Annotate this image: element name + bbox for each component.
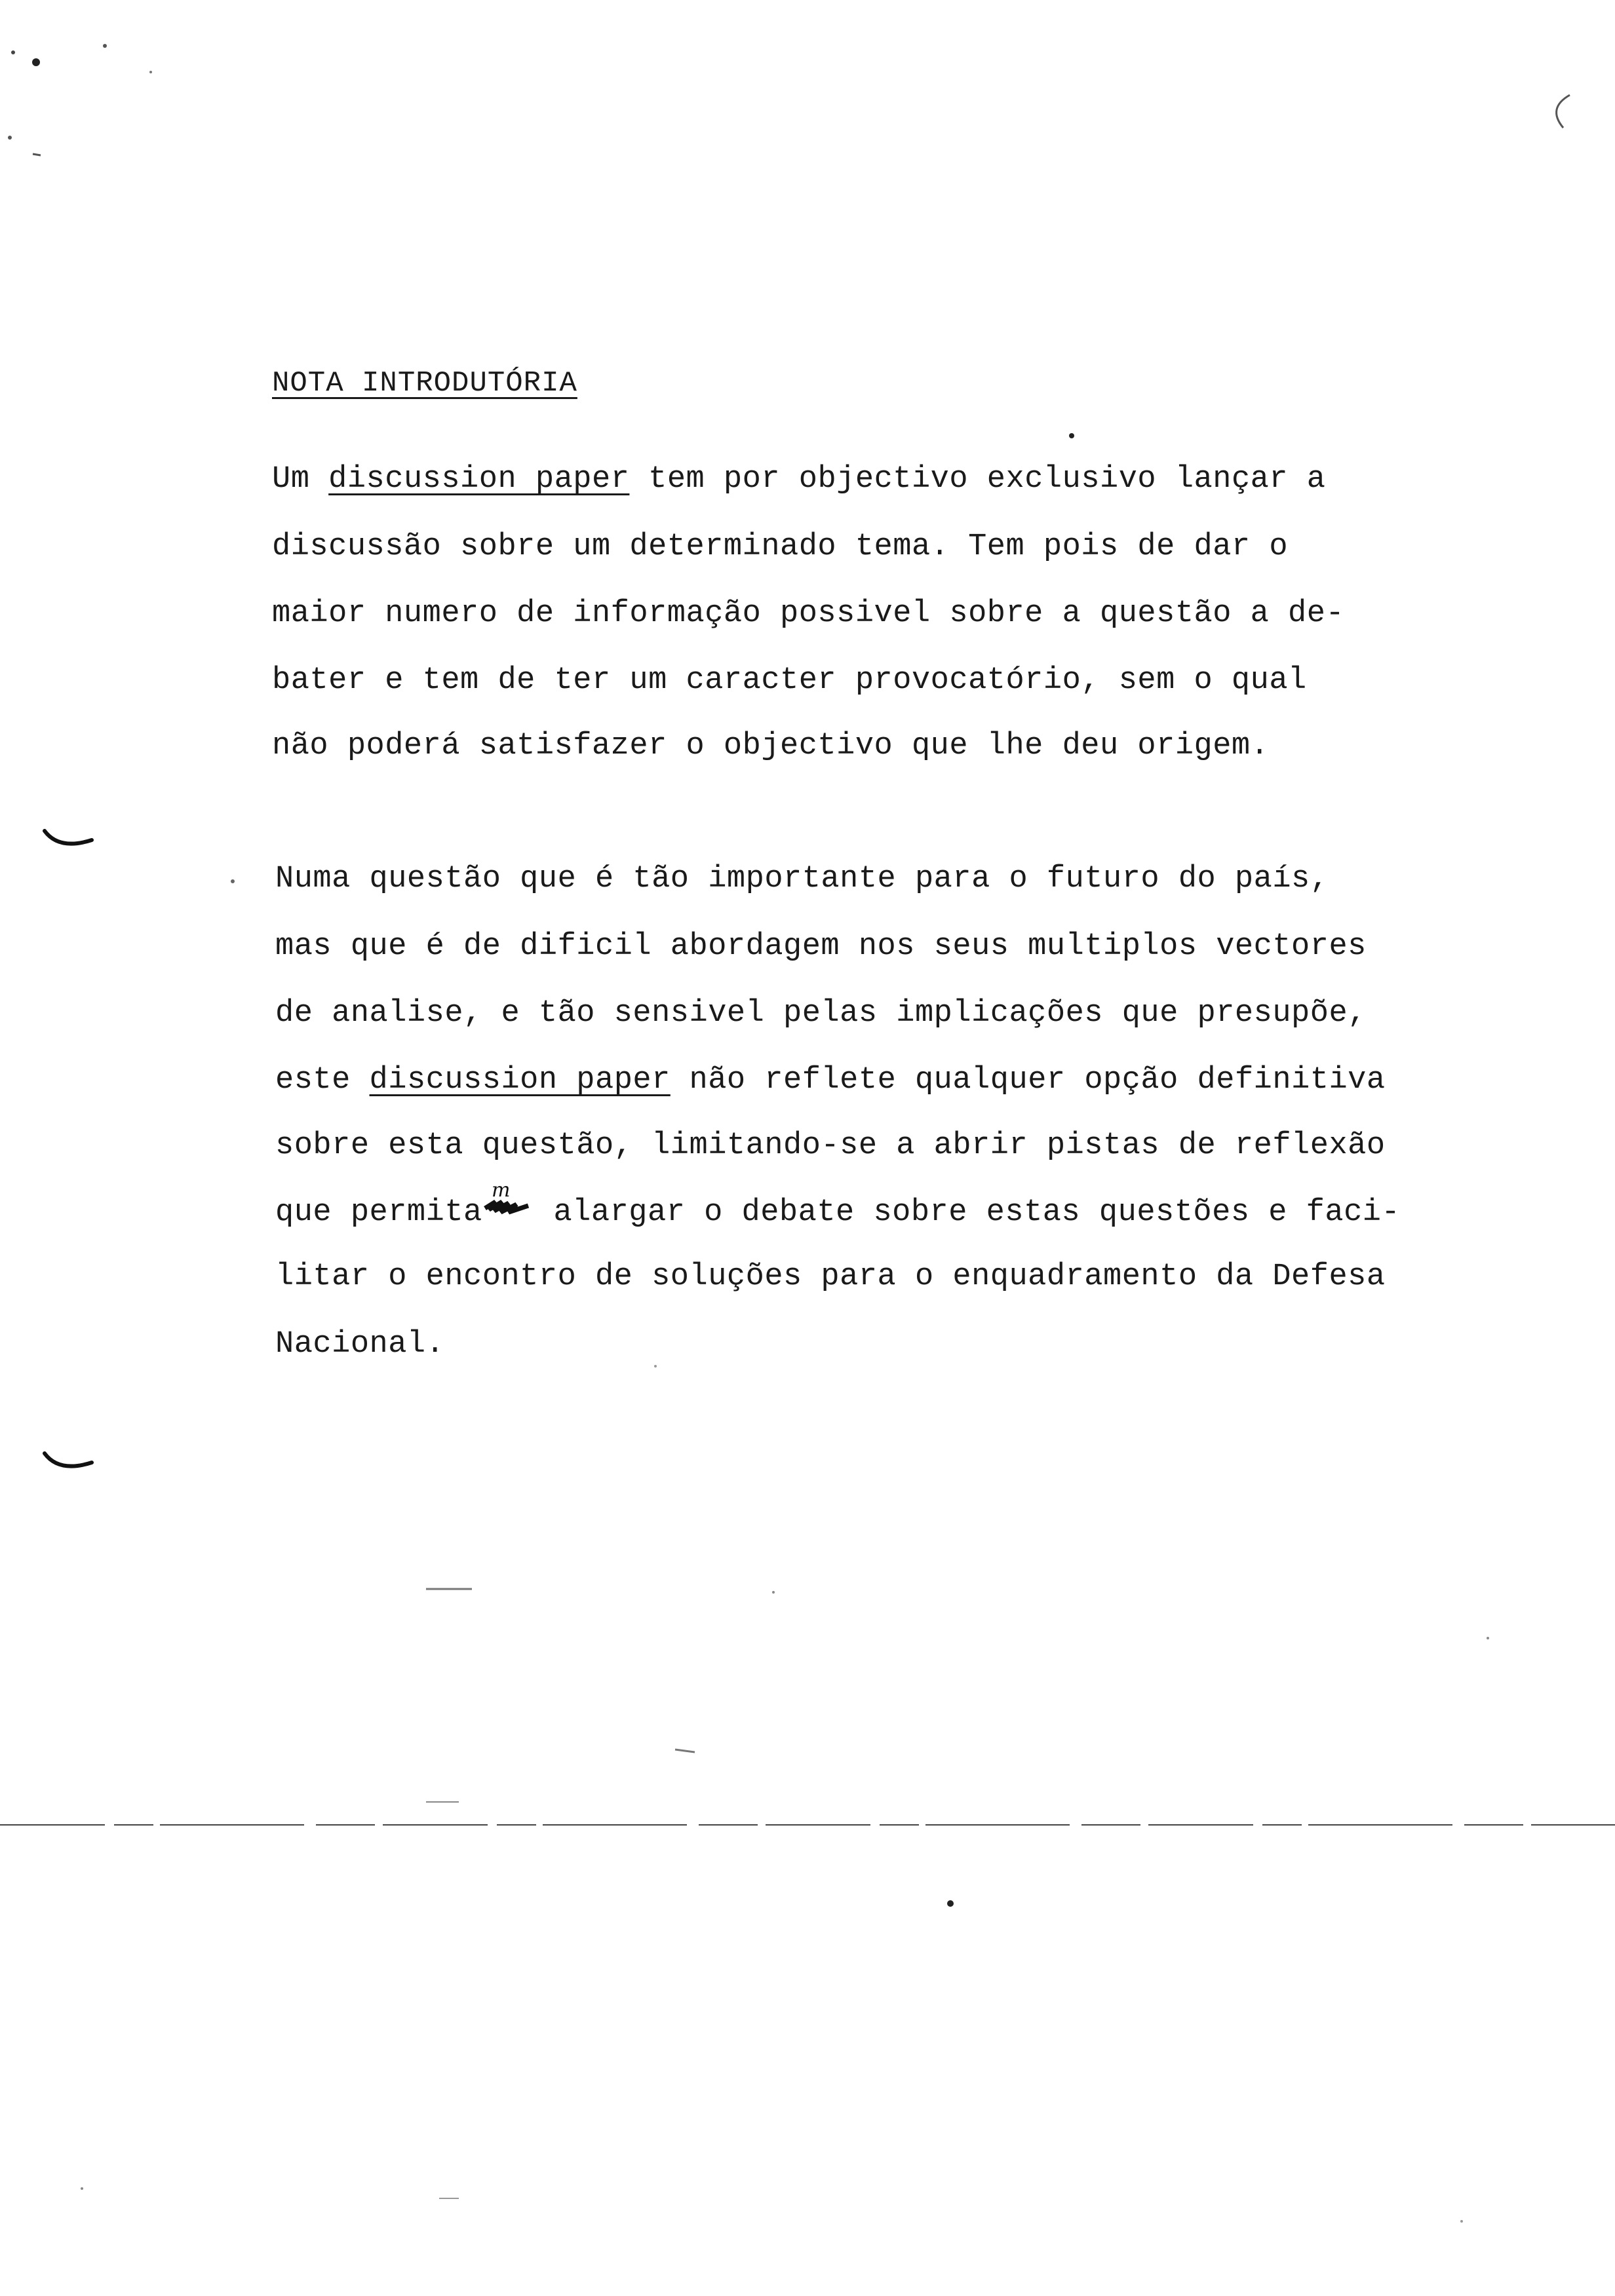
text-segment: tem por objectivo exclusivo lançar a xyxy=(629,462,1326,497)
paragraph-2-line-4 xyxy=(275,1063,1386,1098)
paragraph-2-line-8: Nacional. xyxy=(275,1327,445,1362)
paragraph-2-line-2: mas que é de dificil abordagem nos seus multiplos vectores xyxy=(275,929,1367,964)
text-segment: não reflete qualquer opção definitiva xyxy=(670,1063,1386,1098)
strikeout-scribble-icon xyxy=(482,1182,535,1221)
paragraph-1-line-3: maior numero de informação possivel sobre a questão a de- xyxy=(272,596,1345,631)
text-segment: este xyxy=(275,1063,370,1098)
document-heading: NOTA INTRODUTÓRIA xyxy=(272,367,577,400)
paragraph-2-line-3: de analise, e tão sensivel pelas implicações que presupõe, xyxy=(275,996,1367,1031)
scan-rule-line xyxy=(0,1824,1615,1826)
paragraph-1-line-1 xyxy=(272,462,1325,497)
handwritten-correction xyxy=(482,1182,535,1220)
underlined-term: discussion paper xyxy=(328,462,630,497)
paragraph-2-line-1: Numa questão que é tão importante para o futuro do país, xyxy=(275,862,1329,896)
paragraph-2-line-7: litar o encontro de soluções para o enquadramento da Defesa xyxy=(275,1259,1386,1294)
underlined-term: discussion paper xyxy=(369,1063,671,1098)
text-segment: que permita xyxy=(275,1195,482,1230)
paragraph-2-line-5: sobre esta questão, limitando-se a abrir pistas de reflexão xyxy=(275,1128,1386,1163)
svg-text:m: m xyxy=(491,1182,511,1202)
paragraph-1-line-4: bater e tem de ter um caracter provocatório, sem o qual xyxy=(272,663,1307,698)
paragraph-1-line-2: discussão sobre um determinado tema. Tem pois de dar o xyxy=(272,529,1289,564)
text-segment: Um xyxy=(272,462,329,497)
paragraph-2-line-6 xyxy=(275,1182,1401,1230)
text-segment: alargar o debate sobre estas questões e faci- xyxy=(534,1195,1401,1230)
paragraph-1-line-5: não poderá satisfazer o objectivo que lhe deu origem. xyxy=(272,729,1270,763)
